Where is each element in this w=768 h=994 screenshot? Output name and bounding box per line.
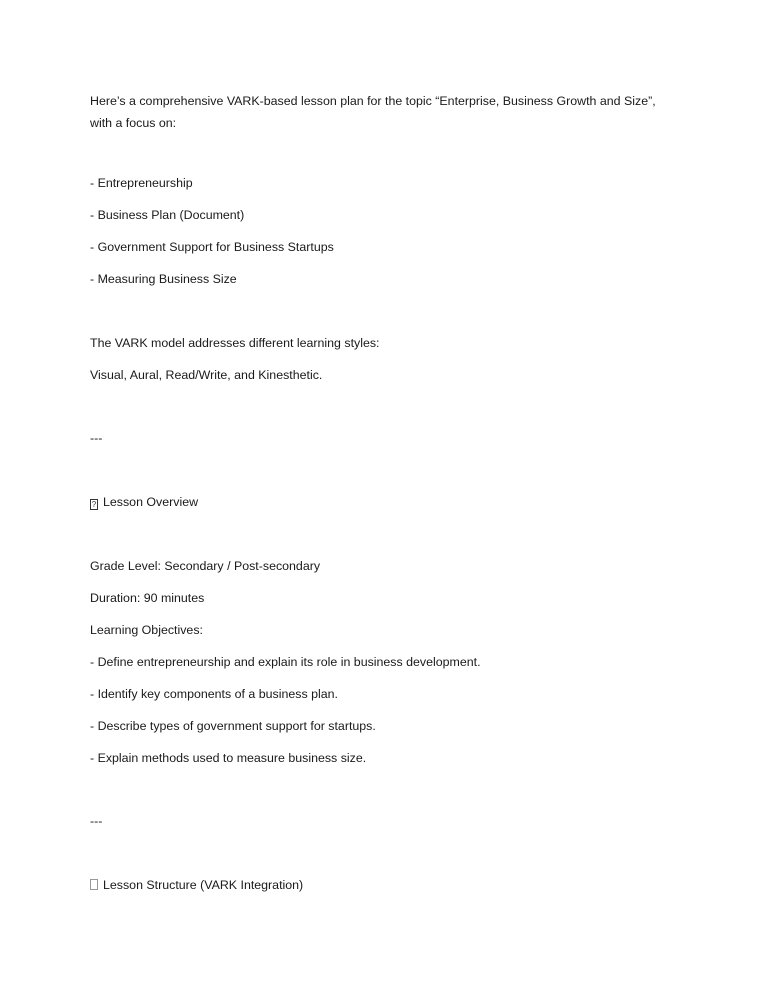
objective-item: - Define entrepreneurship and explain its role in business development. — [90, 655, 481, 669]
focus-item-measuring-size: - Measuring Business Size — [90, 272, 237, 286]
focus-item-entrepreneurship: - Entrepreneurship — [90, 176, 193, 190]
overview-heading — [90, 493, 198, 511]
grade-level: Grade Level: Secondary / Post-secondary — [90, 559, 321, 573]
focus-item-government-support: - Government Support for Business Startups — [90, 240, 334, 254]
structure-heading — [90, 876, 303, 894]
missing-glyph-icon — [90, 879, 98, 890]
duration: Duration: 90 minutes — [90, 591, 205, 605]
separator-2: --- — [90, 814, 103, 828]
intro-text-line-1: Here’s a comprehensive VARK-based lesson plan for the topic “Enterprise, Business Growth and Size”, — [90, 94, 656, 108]
objectives-label: Learning Objectives: — [90, 623, 203, 637]
vark-text-line-2: Visual, Aural, Read/Write, and Kinesthetic. — [90, 368, 323, 382]
focus-item-business-plan: - Business Plan (Document) — [90, 208, 245, 222]
objective-item: - Identify key components of a business plan. — [90, 687, 338, 701]
objective-item: - Explain methods used to measure business size. — [90, 751, 367, 765]
intro-text-line-2: with a focus on: — [90, 116, 177, 130]
objective-item: - Describe types of government support for startups. — [90, 719, 376, 733]
structure-heading-text: Lesson Structure (VARK Integration) — [103, 878, 304, 892]
vark-text-line-1: The VARK model addresses different learning styles: — [90, 336, 380, 350]
overview-heading-text: Lesson Overview — [103, 495, 199, 509]
separator-1: --- — [90, 431, 103, 445]
missing-glyph-icon: ? — [91, 500, 97, 509]
